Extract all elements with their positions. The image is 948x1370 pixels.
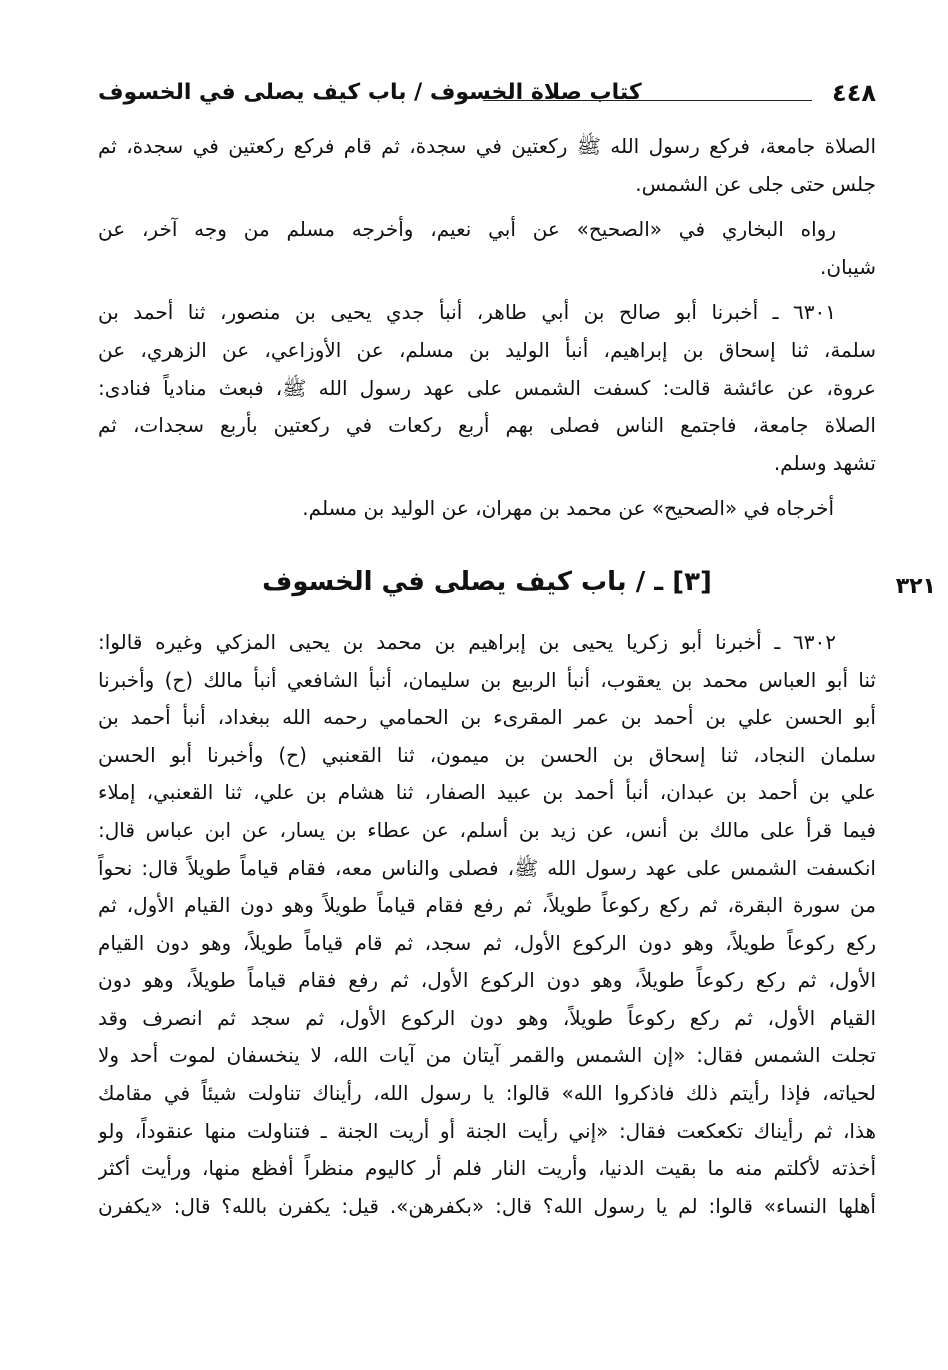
- text-line: عروة، عن عائشة قالت: كسفت الشمس على عهد رسول الله ﷺ، فبعث منادياً فنادى:: [98, 375, 876, 400]
- text-line: سلمان النجاد، ثنا إسحاق بن الحسن بن ميمون، ثنا القعنبي (ح) وأخبرنا أبو الحسن: [98, 742, 876, 767]
- text-line: أبو الحسن علي بن أحمد بن عمر المقرىء بن الحمامي رحمه الله ببغداد، أنبأ أحمد بن: [98, 705, 876, 730]
- paragraph-gap: [98, 482, 876, 490]
- text-line: ركع ركوعاً طويلاً، وهو دون الركوع الأول، ثم سجد، ثم قام قياماً طويلاً، وهو دون القيام: [98, 930, 876, 955]
- text-line: أخذته لأكلتم منه ما بقيت الدنيا، وأريت النار فلم أر كاليوم منظراً أفظع منها، ورأيت أكثر: [98, 1156, 876, 1181]
- text-line: سلمة، ثنا إسحاق بن إبراهيم، أنبأ الوليد بن مسلم، عن الأوزاعي، عن الزهري، عن: [98, 337, 876, 362]
- text-line: من سورة البقرة، ثم ركع ركوعاً طويلاً، ثم رفع فقام قياماً طويلاً وهو دون القيام الأول، ثم: [98, 893, 876, 918]
- text-line: جلس حتى جلى عن الشمس.: [635, 171, 876, 196]
- text-line: أهلها النساء» قالوا: لم يا رسول الله؟ قال: «بكفرهن». قيل: يكفرن بالله؟ قال: «يكفرن: [98, 1193, 876, 1218]
- section-heading-block: [98, 550, 936, 624]
- page-body: [98, 128, 936, 1225]
- text-line: ٦٣٠١ ـ أخبرنا أبو صالح بن أبي طاهر، أنبأ جدي يحيى بن منصور، ثنا أحمد بن: [98, 300, 836, 325]
- paragraph-gap: [98, 203, 876, 211]
- text-line: الأول، ثم ركع ركوعاً طويلاً، وهو دون الركوع الأول، ثم رفع فقام قياماً طويلاً، وهو دون: [98, 968, 876, 993]
- text-line: الصلاة جامعة، فركع رسول الله ﷺ ركعتين في سجدة، ثم قام فركع ركعتين في سجدة، ثم: [98, 134, 876, 158]
- running-title: كتاب صلاة الخسوف / باب كيف يصلى في الخسوف: [98, 80, 642, 105]
- text-line: الصلاة جامعة، فاجتمع الناس فصلى بهم أربع ركعات في ركعتين بأربع سجدات، ثم: [98, 413, 876, 438]
- margin-page-number: ٣٢١: [895, 573, 936, 599]
- text-line: أخرجاه في «الصحيح» عن محمد بن مهران، عن الوليد بن مسلم.: [302, 496, 834, 521]
- text-line: ثنا أبو العباس محمد بن يعقوب، أنبأ الربيع بن سليمان، أنبأ الشافعي أنبأ مالك (ح) وأخبرنا: [98, 667, 876, 692]
- text-line: انكسفت الشمس على عهد رسول الله ﷺ، فصلى والناس معه، فقام قياماً طويلاً قال: نحواً: [98, 855, 876, 880]
- text-line: لحياته، فإذا رأيتم ذلك فاذكروا الله» قالوا: يا رسول الله، رأيناك تناولت شيئاً في مقامك: [98, 1081, 876, 1106]
- text-line: علي بن أحمد بن عبدان، أنبأ أحمد بن عبيد الصفار، ثنا هشام بن علي، ثنا القعنبي، إملاء: [98, 780, 876, 805]
- running-header: [98, 76, 876, 120]
- text-line: شيبان.: [820, 254, 876, 279]
- text-line: هذا، ثم رأيناك تكعكعت فقال: «إني رأيت الجنة أو أريت الجنة ـ فتناولت منها عنقوداً، ولو: [98, 1118, 876, 1143]
- text-line: ٦٣٠٢ ـ أخبرنا أبو زكريا يحيى بن إبراهيم بن محمد بن يحيى المزكي وغيره قالوا:: [98, 629, 836, 654]
- section-heading: [٣] ـ / باب كيف يصلى في الخسوف: [262, 566, 712, 597]
- page-number: ٤٤٨: [832, 79, 876, 107]
- text-line: فيما قرأ على مالك بن أنس، عن زيد بن أسلم، عن عطاء بن يسار، عن ابن عباس قال:: [98, 817, 876, 842]
- text-line: تشهد وسلم.: [773, 450, 876, 475]
- text-line: تجلت الشمس فقال: «إن الشمس والقمر آيتان من آيات الله، لا ينخسفان لموت أحد ولا: [98, 1043, 876, 1068]
- paragraph-gap: [98, 286, 876, 294]
- text-line: رواه البخاري في «الصحيح» عن أبي نعيم، وأخرجه مسلم من وجه آخر، عن: [98, 217, 836, 242]
- text-line: القيام الأول، ثم ركع ركوعاً طويلاً، وهو دون الركوع الأول، ثم سجد ثم انصرف وقد: [98, 1005, 876, 1030]
